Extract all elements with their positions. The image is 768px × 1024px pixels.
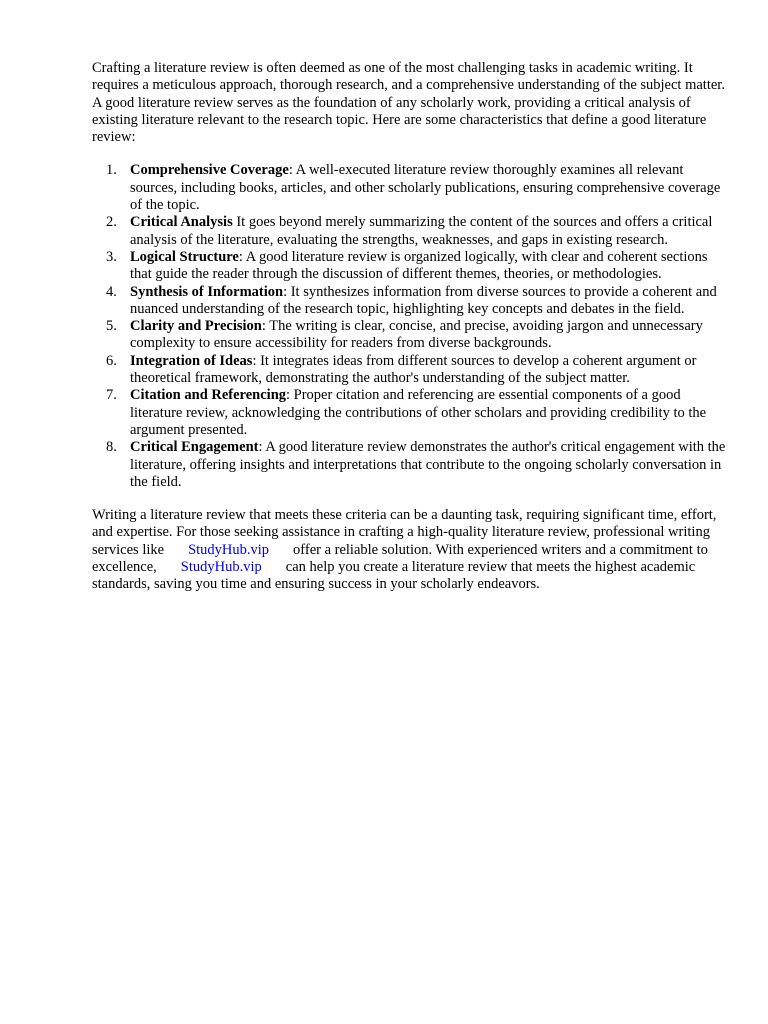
list-item-text: It goes beyond merely summarizing the content of the sources and offers a critical analysis of the literature, evaluating the strengths, weaknesses, and gaps in existing research.: [130, 214, 713, 248]
list-item-number: 2.: [106, 214, 117, 231]
list-item: [92, 249, 728, 284]
list-item-text: : A well-executed literature review thoroughly examines all relevant sources, including books, articles, and other scholarly publications, ensuring comprehensive coverage of the topic.: [130, 162, 721, 214]
list-item: [92, 162, 728, 214]
list-item-text: : It integrates ideas from different sources to develop a coherent argument or theoretical framework, demonstrating the author's understanding of the subject matter.: [130, 352, 697, 387]
intro-paragraph: Crafting a literature review is often deemed as one of the most challenging tasks in academic writing. It requires a meticulous approach, thorough research, and a comprehensive understanding of the subject matter. A good literature review serves as the foundation of any scholarly work, providing a critical analysis of existing literature relevant to the research topic. Here are some characteristics that define a good literature review:: [92, 60, 725, 146]
list-item-number: 6.: [106, 352, 117, 369]
closing-text-2: offer a reliable solution. With experienced writers and a commitment to excellence,: [92, 541, 708, 576]
list-item-term: Critical Analysis: [130, 214, 233, 231]
list-item-term: Logical Structure: [130, 248, 239, 265]
list-item-text: : Proper citation and referencing are essential components of a good literature review, acknowledging the contributions of other scholars and providing credibility to the argument presented.: [130, 387, 707, 438]
list-item-term: Clarity and Precision: [130, 318, 262, 335]
closing-text-1: Writing a literature review that meets these criteria can be a daunting task, requiring significant time, effort, and expertise. For those seeking assistance in crafting a high-quality literature review, professional writing services like: [92, 507, 717, 558]
list-item-number: 5.: [106, 318, 117, 335]
list-item-term: Critical Engagement: [130, 439, 259, 456]
list-item-term: Integration of Ideas: [130, 352, 253, 369]
studyhub-link-2[interactable]: StudyHub.vip: [180, 559, 262, 576]
list-item-term: Citation and Referencing: [130, 387, 287, 404]
list-item-number: 8.: [106, 439, 117, 456]
list-item-text: : A good literature review is organized logically, with clear and coherent sections that guide the reader through the discussion of different themes, theories, or methodologies.: [130, 248, 708, 283]
closing-paragraph: [92, 507, 728, 593]
list-item: [92, 284, 728, 319]
list-item-number: 3.: [106, 248, 117, 265]
list-item: [92, 439, 728, 491]
closing-text-3: can help you create a literature review that meets the highest academic standards, saving you time and ensuring success in your scholarly endeavors.: [92, 559, 696, 593]
list-item: [92, 214, 728, 249]
list-item-term: Synthesis of Information: [130, 283, 284, 300]
list-item-number: 7.: [106, 387, 117, 404]
document-body: [92, 60, 728, 594]
list-item-term: Comprehensive Coverage: [130, 162, 289, 179]
list-item-number: 1.: [106, 162, 117, 179]
list-item-text: : It synthesizes information from diverse sources to provide a coherent and nuanced understanding of the research topic, highlighting key concepts and debates in the field.: [130, 283, 717, 317]
criteria-list: [92, 162, 728, 491]
list-item: [92, 387, 728, 439]
list-item: [92, 353, 728, 388]
list-item: [92, 318, 728, 353]
list-item-number: 4.: [106, 283, 117, 300]
list-item-text: : The writing is clear, concise, and precise, avoiding jargon and unnecessary complexity to ensure accessibility for readers from diverse backgrounds.: [130, 318, 703, 352]
studyhub-link-1[interactable]: StudyHub.vip: [188, 541, 270, 558]
list-item-text: : A good literature review demonstrates the author's critical engagement with the literature, offering insights and interpretations that contribute to the ongoing scholarly conversation in the field.: [130, 439, 726, 490]
